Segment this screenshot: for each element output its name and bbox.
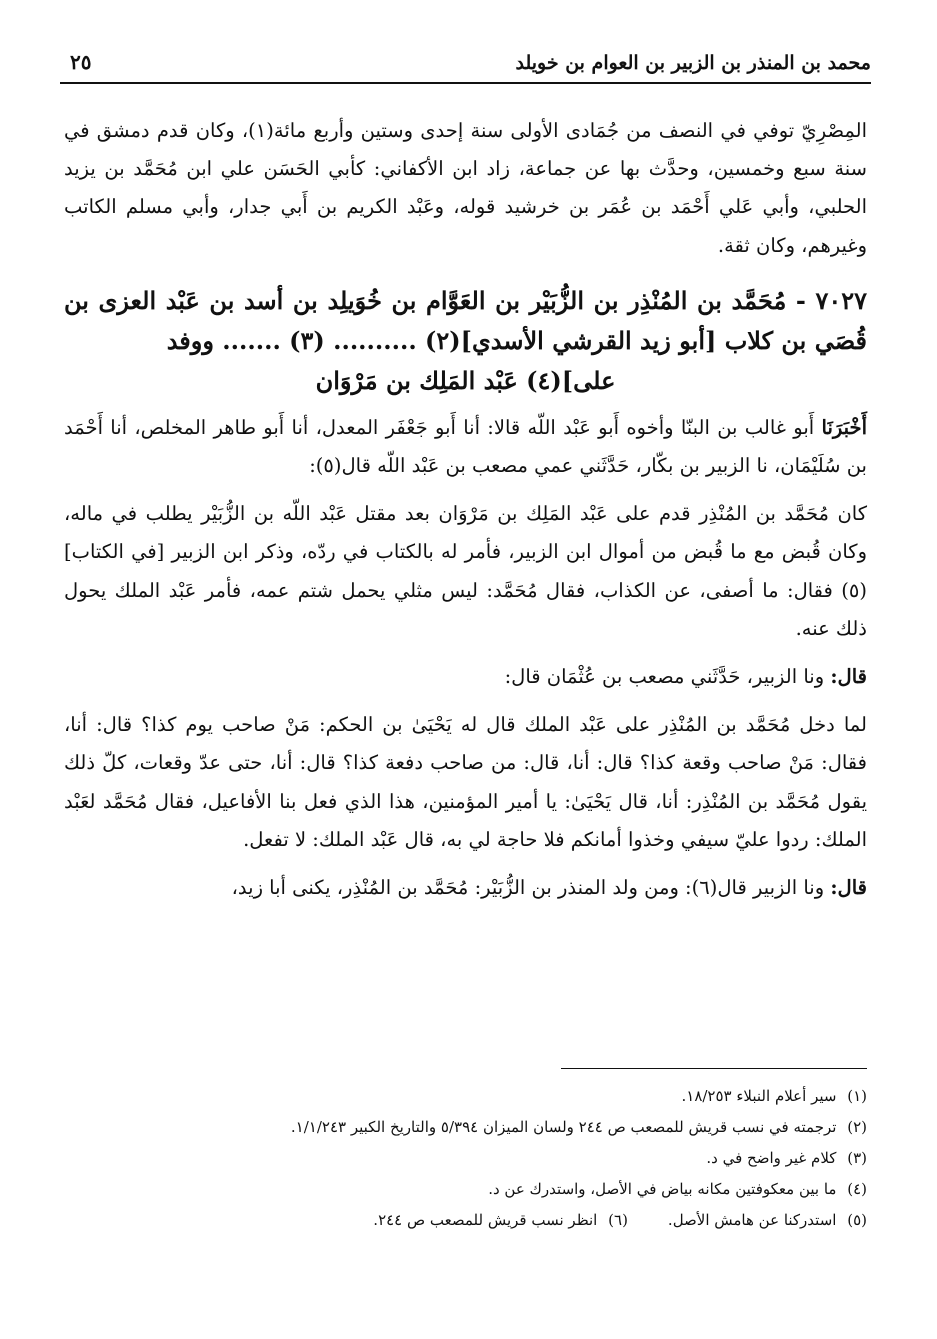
footnote-1 (64, 1081, 867, 1112)
footnote-text: كلام غير واضح في د. (706, 1149, 837, 1167)
entry-heading (64, 281, 867, 401)
footnote-text: ترجمته في نسب قريش للمصعب ص ٢٤٤ ولسان الميزان ٥/٣٩٤ والتاريخ الكبير ١/١/٢٤٣. (290, 1118, 837, 1136)
footnote-3 (64, 1143, 867, 1174)
paragraph-isnad-3 (64, 869, 867, 907)
paragraph-narration-2: لما دخل مُحَمَّد بن المُنْذِر على عَبْد الملك قال له يَحْيَىٰ بن الحكم: مَنْ صاحب يوم كذا؟ قال: أنا، فقال: مَنْ صاحب وقعة كذا؟ قال: أنا، قال: من صاحب دفعة كذا؟ قال: أنا، حتى عدّ وقعات، كلّ ذلك يقول مُحَمَّد بن المُنْذِر: أنا، قال يَحْيَىٰ: يا أمير المؤمنين، هذا الذي فعل بنا الأفاعيل، فقال مُحَمَّد لعَبْد الملك: ردوا عليّ سيفي وخذوا أمانكم فلا حاجة لي به، قال عَبْد الملك: لا تفعل. (64, 713, 867, 851)
footnote-number: (٥) (847, 1211, 867, 1229)
page-number: ٢٥ (70, 50, 92, 74)
paragraph-isnad (64, 409, 867, 485)
footnote-6 (373, 1205, 628, 1236)
entry-heading-line-2: على](٤) عَبْد المَلِك بن مَرْوَان (315, 365, 616, 395)
page-body (64, 112, 867, 917)
running-title: محمد بن المنذر بن الزبير بن العوام بن خويلد (515, 52, 871, 74)
footnote-number: (١) (847, 1087, 867, 1105)
footnote-2 (64, 1112, 867, 1143)
footnote-divider (561, 1068, 867, 1069)
footnote-row-5-6 (64, 1205, 867, 1236)
footnote-text: سير أعلام النبلاء ١٨/٢٥٣. (681, 1087, 837, 1105)
footnote-text: استدركنا عن هامش الأصل. (667, 1211, 837, 1229)
paragraph-continuation: المِصْرِيّ توفي في النصف من جُمَادى الأولى سنة إحدى وستين وأربع مائة(١)، وكان قدم دمشق في سنة سبع وخمسين، وحدَّث بها عن جماعة، زاد ابن الأكفاني: كأبي الحَسَن علي ابن مُحَمَّد بن يزيد الحلبي، وأبي عَلي أَحْمَد بن عُمَر بن خرشيد قوله، وعَبْد الكريم بن أَبي جدار، وأبي مسلم الكاتب وغيرهم، وكان ثقة. (64, 119, 868, 257)
footnotes (64, 1068, 867, 1236)
isnad-text-2: ونا الزبير، حَدَّثَني مصعب بن عُثْمَان قال: (504, 665, 825, 689)
entry-heading-line: ٧٠٢٧ - مُحَمَّد بن المُنْذِر بن الزُّبَيْر بن العَوَّام بن خُوَيلِد بن أسد بن عَبْد العزى بن قُصَي بن كلاب [أبو زيد القرشي الأسدي](٢) .......... (٣) ....... ووفد (64, 285, 867, 355)
footnote-text: ما بين معكوفتين مكانه بياض في الأصل، واستدرك عن د. (488, 1180, 837, 1198)
footnote-number: (٤) (847, 1180, 867, 1198)
footnote-4 (64, 1174, 867, 1205)
qala-lead-word: قال: (830, 665, 867, 689)
isnad-text-3: ونا الزبير قال(٦): ومن ولد المنذر بن الزُّبَيْر: مُحَمَّد بن المُنْذِر، يكنى أبا زيد، (231, 876, 825, 900)
footnote-text: انظر نسب قريش للمصعب ص ٢٤٤. (373, 1211, 598, 1229)
footnote-number: (٣) (847, 1149, 867, 1167)
page-header (60, 48, 871, 84)
paragraph-isnad-2 (64, 658, 867, 696)
footnote-number: (٢) (847, 1118, 867, 1136)
isnad-text: أَبو غالب بن البنّا وأخوه أَبو عَبْد اللّه قالا: أنا أَبو جَعْفَر المعدل، أنا أَبو طاهر المخلص، أنا أَحْمَد بن سُلَيْمَان، نا الزبير بن بكّار، حَدَّثَني عمي مصعب بن عَبْد اللّه قال(٥): (64, 415, 867, 478)
paragraph-narration-1: كان مُحَمَّد بن المُنْذِر قدم على عَبْد المَلِك بن مَرْوَان بعد مقتل عَبْد اللّه بن الزُّبَيْر يطلب في ماله، وكان قُبض مع ما قُبض من أموال ابن الزبير، فأمر له بالكتاب في ردّه، وذكر ابن الزبير [في الكتاب](٥) فقال: ما أصفى، عن الكذاب، فقال مُحَمَّد: ليس مثلي يحمل شتم عمه، فأمر عَبْد الملك يحول ذلك عنه. (64, 502, 867, 640)
footnote-5 (668, 1205, 867, 1236)
isnad-lead-word: أَخْبَرَنَا (821, 415, 867, 439)
qala-lead-word-2: قال: (830, 876, 867, 900)
footnote-number: (٦) (608, 1211, 628, 1229)
